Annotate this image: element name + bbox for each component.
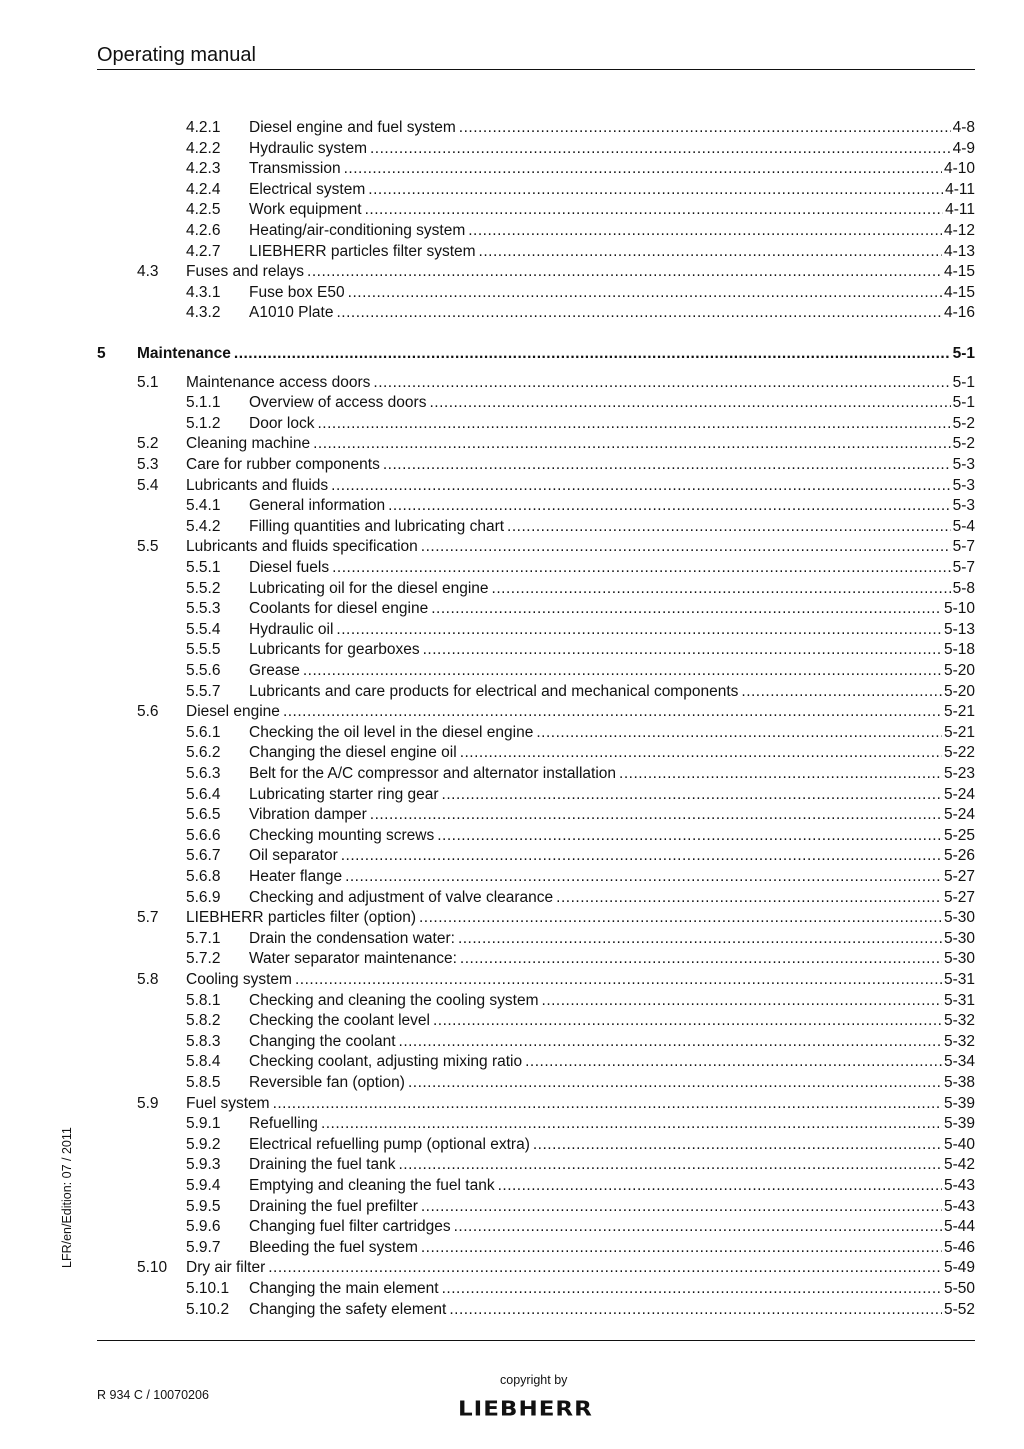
toc-row[interactable] [186, 743, 975, 763]
toc-title: Care for rubber components [186, 455, 380, 473]
toc-title: Fuel system [186, 1094, 270, 1112]
toc-number: 5.5.4 [186, 620, 221, 638]
toc-title: Hydraulic system [249, 139, 367, 157]
toc-page-number: 4-16 [943, 304, 975, 322]
toc-row[interactable] [137, 1094, 975, 1114]
toc-number: 5.5.1 [186, 558, 221, 576]
toc-title: Checking the oil level in the diesel engine [249, 723, 534, 741]
toc-number: 4.2.3 [186, 160, 221, 178]
toc-row[interactable] [186, 558, 975, 578]
toc-number: 5.9.4 [186, 1176, 221, 1194]
toc-page-number: 5-1 [952, 394, 975, 412]
toc-leader-dots [295, 970, 942, 990]
toc-title: A1010 Plate [249, 304, 334, 322]
toc-page-number: 5-27 [943, 867, 975, 885]
toc-page-number: 5-24 [943, 785, 975, 803]
toc-leader-dots [419, 908, 942, 928]
toc-page-number: 5-7 [952, 538, 975, 556]
toc-title: Heater flange [249, 867, 343, 885]
toc-title: Cleaning machine [186, 435, 311, 453]
toc-page-number: 5-24 [943, 806, 975, 824]
toc-leader-dots [283, 702, 942, 722]
toc-leader-dots [368, 180, 943, 200]
toc-leader-dots [431, 599, 942, 619]
toc-page-number: 5-40 [943, 1135, 975, 1153]
toc-title: Emptying and cleaning the fuel tank [249, 1176, 495, 1194]
toc-title: Changing the safety element [249, 1300, 447, 1318]
toc-leader-dots [383, 455, 951, 475]
toc-row[interactable] [186, 764, 975, 784]
toc-leader-dots [303, 661, 942, 681]
toc-page-number: 5-2 [952, 414, 975, 432]
toc-row[interactable] [137, 970, 975, 990]
toc-title: Filling quantities and lubricating chart [249, 517, 505, 535]
toc-number: 5.4 [137, 476, 159, 494]
toc-row[interactable] [186, 888, 975, 908]
toc-row[interactable] [186, 723, 975, 743]
edition-side-text: LFR/en/Edition: 07 / 2011 [60, 1127, 74, 1268]
toc-page-number: 5-13 [943, 620, 975, 638]
toc-row[interactable] [186, 1052, 975, 1072]
toc-page-number: 5-18 [943, 641, 975, 659]
toc-row[interactable] [186, 1279, 975, 1299]
toc-row[interactable] [186, 1135, 975, 1155]
toc-page-number: 5-3 [952, 476, 975, 494]
toc-leader-dots [498, 1176, 942, 1196]
toc-chapter-row[interactable] [97, 344, 975, 364]
toc-row[interactable] [186, 159, 975, 179]
toc-row[interactable] [186, 682, 975, 702]
toc-number: 5.6.1 [186, 723, 221, 741]
toc-row[interactable] [186, 949, 975, 969]
toc-number: 5.6.2 [186, 744, 221, 762]
toc-row[interactable] [186, 393, 975, 413]
toc-number: 5.5.2 [186, 579, 221, 597]
toc-leader-dots [345, 867, 942, 887]
toc-leader-dots [421, 537, 951, 557]
toc-number: 4.3.1 [186, 283, 221, 301]
toc-leader-dots [398, 1155, 941, 1175]
liebherr-logo: LIEBHERR [458, 1397, 593, 1421]
toc-row[interactable] [186, 785, 975, 805]
toc-page-number: 5-2 [952, 435, 975, 453]
toc-leader-dots [307, 262, 942, 282]
toc-title: Electrical refuelling pump (optional extra) [249, 1135, 530, 1153]
toc-leader-dots [365, 200, 944, 220]
toc-title: Lubricants for gearboxes [249, 641, 420, 659]
toc-title: Draining the fuel prefilter [249, 1197, 418, 1215]
toc-number: 5.6.4 [186, 785, 221, 803]
toc-leader-dots [460, 949, 942, 969]
toc-leader-dots [399, 1032, 942, 1052]
toc-title: Heating/air-conditioning system [249, 222, 466, 239]
toc-number: 4.2.7 [186, 242, 221, 260]
toc-number: 5.6.9 [186, 888, 221, 906]
toc-row[interactable] [186, 221, 975, 241]
toc-title: Diesel fuels [249, 558, 330, 576]
toc-number: 5.10 [137, 1259, 168, 1277]
toc-page-number: 4-12 [943, 222, 975, 239]
toc-title: Vibration damper [249, 806, 367, 824]
toc-title: Checking the coolant level [249, 1012, 430, 1030]
toc-page-number: 5-1 [952, 373, 975, 391]
toc-number: 5.3 [137, 455, 159, 473]
toc-page-number: 4-15 [943, 263, 975, 281]
toc-title: LIEBHERR particles filter (option) [186, 909, 416, 927]
toc-number: 5.6.3 [186, 764, 221, 782]
toc-page-number: 5-52 [943, 1300, 975, 1318]
toc-row[interactable] [186, 661, 975, 681]
toc-number: 5.9.3 [186, 1156, 221, 1174]
toc-title: Draining the fuel tank [249, 1156, 396, 1174]
toc-number: 5.9.5 [186, 1197, 221, 1215]
toc-leader-dots [741, 682, 942, 702]
toc-leader-dots [468, 221, 942, 241]
toc-number: 5 [97, 345, 106, 362]
toc-page-number: 5-4 [952, 517, 975, 535]
toc-row[interactable] [186, 118, 975, 138]
toc-number: 5.9.2 [186, 1135, 221, 1153]
toc-row[interactable] [137, 702, 975, 722]
toc-row[interactable] [186, 1300, 975, 1320]
toc-number: 4.2.1 [186, 119, 221, 136]
toc-page-number: 5-21 [943, 703, 975, 721]
toc-leader-dots [344, 159, 942, 179]
toc-number: 5.6 [137, 703, 159, 721]
toc-number: 5.9.7 [186, 1238, 221, 1256]
toc-title: Dry air filter [186, 1259, 266, 1277]
toc-number: 5.1.1 [186, 394, 221, 412]
toc-title: Lubricants and care products for electrical and mechanical components [249, 682, 739, 700]
toc-page-number: 5-32 [943, 1012, 975, 1030]
toc-title: Overview of access doors [249, 394, 427, 412]
toc-title: Maintenance access doors [186, 373, 371, 391]
toc-page-number: 5-30 [943, 929, 975, 947]
toc-number: 5.5.3 [186, 600, 221, 618]
toc-page-number: 5-25 [943, 826, 975, 844]
toc-row[interactable] [186, 1011, 975, 1031]
toc-number: 5.6.5 [186, 806, 221, 824]
toc-page-number: 5-3 [952, 497, 975, 515]
toc-number: 5.1 [137, 373, 159, 391]
toc-title: General information [249, 497, 386, 515]
toc-title: Lubricants and fluids specification [186, 538, 418, 556]
toc-row[interactable] [186, 1155, 975, 1175]
toc-title: Work equipment [249, 201, 362, 219]
toc-page-number: 5-20 [943, 682, 975, 700]
copyright-text: copyright by [500, 1373, 568, 1387]
toc-row[interactable] [186, 1197, 975, 1217]
toc-row[interactable] [186, 139, 975, 159]
toc-leader-dots [454, 1217, 942, 1237]
toc-title: Transmission [249, 160, 341, 178]
toc-number: 5.7 [137, 909, 159, 927]
toc-number: 5.8.3 [186, 1032, 221, 1050]
toc-leader-dots [619, 764, 942, 784]
toc-leader-dots [429, 393, 950, 413]
toc-row[interactable] [186, 1176, 975, 1196]
toc-leader-dots [321, 1114, 942, 1134]
toc-leader-dots [421, 1197, 942, 1217]
toc-leader-dots [460, 743, 942, 763]
toc-title: Checking and adjustment of valve clearance [249, 888, 554, 906]
toc-number: 5.8.1 [186, 991, 221, 1009]
toc-title: Diesel engine [186, 703, 280, 721]
toc-row[interactable] [137, 1258, 975, 1278]
toc-title: Checking and cleaning the cooling system [249, 991, 539, 1009]
toc-number: 5.5.5 [186, 641, 221, 659]
toc-title: Lubricating starter ring gear [249, 785, 439, 803]
toc-page-number: 5-42 [943, 1156, 975, 1174]
toc-row[interactable] [186, 414, 975, 434]
toc-row[interactable] [186, 303, 975, 323]
toc-page-number: 5-26 [943, 847, 975, 865]
toc-page-number: 4-9 [952, 139, 975, 157]
toc-leader-dots [479, 242, 942, 262]
toc-leader-dots [408, 1073, 942, 1093]
toc-leader-dots [442, 785, 942, 805]
toc-number: 5.4.1 [186, 497, 221, 515]
toc-row[interactable] [186, 805, 975, 825]
toc-page-number: 5-43 [943, 1176, 975, 1194]
document-id: R 934 C / 10070206 [97, 1388, 209, 1402]
toc-title: LIEBHERR particles filter system [249, 242, 476, 260]
toc-number: 5.8.5 [186, 1073, 221, 1091]
toc-leader-dots [370, 805, 942, 825]
toc-title: Maintenance [137, 345, 231, 362]
toc-title: Oil separator [249, 847, 338, 865]
toc-leader-dots [332, 558, 950, 578]
toc-number: 5.8.4 [186, 1053, 221, 1071]
toc-leader-dots [268, 1258, 942, 1278]
toc-row[interactable] [186, 496, 975, 516]
toc-number: 4.3 [137, 263, 159, 281]
toc-number: 5.5.7 [186, 682, 221, 700]
toc-page-number: 5-32 [943, 1032, 975, 1050]
toc-row[interactable] [186, 1217, 975, 1237]
toc-leader-dots [556, 888, 942, 908]
toc-row[interactable] [137, 908, 975, 928]
toc-number: 4.2.6 [186, 222, 221, 239]
toc-row[interactable] [186, 283, 975, 303]
toc-number: 5.9 [137, 1094, 159, 1112]
toc-page-number: 5-49 [943, 1259, 975, 1277]
toc-leader-dots [234, 344, 951, 364]
toc-page-number: 5-1 [952, 345, 975, 362]
toc-row[interactable] [137, 476, 975, 496]
toc-leader-dots [442, 1279, 942, 1299]
toc-row[interactable] [137, 537, 975, 557]
toc-title: Electrical system [249, 180, 366, 198]
toc-number: 5.8 [137, 970, 159, 988]
toc-number: 4.2.5 [186, 201, 221, 219]
toc-title: Changing fuel filter cartridges [249, 1218, 451, 1236]
toc-leader-dots [459, 118, 951, 138]
toc-title: Bleeding the fuel system [249, 1238, 418, 1256]
toc-leader-dots [388, 496, 950, 516]
toc-row[interactable] [186, 579, 975, 599]
toc-title: Changing the main element [249, 1279, 439, 1297]
toc-page-number: 5-43 [943, 1197, 975, 1215]
toc-title: Drain the condensation water: [249, 929, 455, 947]
toc-page-number: 4-13 [943, 242, 975, 260]
toc-number: 5.6.8 [186, 867, 221, 885]
toc-row[interactable] [137, 262, 975, 282]
toc-number: 5.8.2 [186, 1012, 221, 1030]
toc-page-number: 5-34 [943, 1053, 975, 1071]
toc-leader-dots [492, 579, 951, 599]
toc-row[interactable] [186, 929, 975, 949]
toc-leader-dots [336, 303, 942, 323]
toc-leader-dots [273, 1094, 942, 1114]
toc-number: 5.7.2 [186, 950, 221, 968]
toc-leader-dots [370, 139, 951, 159]
toc-row[interactable] [137, 373, 975, 393]
toc-title: Hydraulic oil [249, 620, 334, 638]
toc-row[interactable] [186, 599, 975, 619]
toc-number: 5.5 [137, 538, 159, 556]
toc-page-number: 4-11 [945, 201, 975, 219]
toc-leader-dots [449, 1300, 942, 1320]
toc-title: Belt for the A/C compressor and alternator installation [249, 764, 617, 782]
toc-number: 5.10.2 [186, 1300, 230, 1318]
toc-title: Reversible fan (option) [249, 1073, 405, 1091]
toc-title: Checking mounting screws [249, 826, 435, 844]
toc-row[interactable] [186, 846, 975, 866]
toc-title: Lubricants and fluids [186, 476, 329, 494]
toc-row[interactable] [186, 640, 975, 660]
toc-row[interactable] [186, 867, 975, 887]
toc-title: Grease [249, 661, 300, 679]
toc-page-number: 5-38 [943, 1073, 975, 1091]
toc-number: 5.7.1 [186, 929, 221, 947]
toc-page-number: 5-31 [943, 970, 975, 988]
toc-title: Lubricating oil for the diesel engine [249, 579, 489, 597]
toc-row[interactable] [186, 1032, 975, 1052]
toc-leader-dots [313, 434, 951, 454]
toc-leader-dots [525, 1052, 942, 1072]
toc-number: 5.9.1 [186, 1115, 221, 1133]
toc-page-number: 5-3 [952, 455, 975, 473]
toc-page-number: 5-39 [943, 1094, 975, 1112]
page-header-title: Operating manual [97, 44, 256, 66]
toc-title: Door lock [249, 414, 315, 432]
toc-number: 5.6.7 [186, 847, 221, 865]
toc-leader-dots [373, 373, 950, 393]
toc-leader-dots [533, 1135, 942, 1155]
toc-row[interactable] [186, 1114, 975, 1134]
toc-leader-dots [536, 723, 942, 743]
toc-title: Water separator maintenance: [249, 950, 457, 968]
toc-page-number: 5-30 [943, 909, 975, 927]
toc-page-number: 5-44 [943, 1218, 975, 1236]
toc-row[interactable] [186, 200, 975, 220]
toc-number: 5.1.2 [186, 414, 221, 432]
toc-title: Changing the coolant [249, 1032, 396, 1050]
toc-title: Fuse box E50 [249, 283, 345, 301]
toc-title: Fuses and relays [186, 263, 305, 281]
toc-leader-dots [341, 846, 942, 866]
toc-title: Refuelling [249, 1115, 318, 1133]
toc-page-number: 5-30 [943, 950, 975, 968]
toc-leader-dots [423, 640, 942, 660]
toc-row[interactable] [186, 620, 975, 640]
toc-page-number: 5-31 [943, 991, 975, 1009]
toc-title: Diesel engine and fuel system [249, 119, 456, 136]
toc-leader-dots [437, 826, 942, 846]
toc-page-number: 5-20 [943, 661, 975, 679]
toc-leader-dots [336, 620, 942, 640]
toc-number: 5.9.6 [186, 1218, 221, 1236]
toc-title: Cooling system [186, 970, 292, 988]
toc-leader-dots [421, 1238, 942, 1258]
footer-divider [97, 1340, 975, 1341]
toc-title: Coolants for diesel engine [249, 600, 429, 618]
toc-page-number: 5-39 [943, 1115, 975, 1133]
header-divider [97, 69, 975, 70]
toc-page-number: 5-50 [943, 1279, 975, 1297]
toc-row[interactable] [186, 826, 975, 846]
toc-title: Changing the diesel engine oil [249, 744, 457, 762]
toc-leader-dots [507, 517, 951, 537]
toc-page-number: 4-11 [945, 180, 975, 198]
toc-row[interactable] [137, 434, 975, 454]
toc-leader-dots [348, 283, 942, 303]
toc-page-number: 4-15 [943, 283, 975, 301]
toc-row[interactable] [137, 455, 975, 475]
toc-number: 4.2.4 [186, 180, 221, 198]
toc-leader-dots [317, 414, 950, 434]
toc-row[interactable] [186, 1238, 975, 1258]
toc-page-number: 4-8 [952, 119, 975, 136]
toc-page-number: 5-23 [943, 764, 975, 782]
toc-row[interactable] [186, 991, 975, 1011]
toc-number: 5.10.1 [186, 1279, 230, 1297]
toc-leader-dots [458, 929, 942, 949]
toc-page-number: 5-22 [943, 744, 975, 762]
toc-number: 5.6.6 [186, 826, 221, 844]
toc-leader-dots [433, 1011, 942, 1031]
toc-number: 5.5.6 [186, 661, 221, 679]
toc-page-number: 5-10 [943, 600, 975, 618]
toc-number: 4.2.2 [186, 139, 221, 157]
toc-title: Checking coolant, adjusting mixing ratio [249, 1053, 523, 1071]
toc-page-number: 4-10 [943, 160, 975, 178]
toc-leader-dots [331, 476, 950, 496]
toc-number: 5.2 [137, 435, 159, 453]
toc-row[interactable] [186, 1073, 975, 1093]
toc-page-number: 5-8 [952, 579, 975, 597]
toc-number: 4.3.2 [186, 304, 221, 322]
toc-page-number: 5-7 [952, 558, 975, 576]
toc-number: 5.4.2 [186, 517, 221, 535]
toc-leader-dots [542, 991, 942, 1011]
toc-page-number: 5-46 [943, 1238, 975, 1256]
toc-row[interactable] [186, 180, 975, 200]
toc-row[interactable] [186, 242, 975, 262]
toc-page-number: 5-27 [943, 888, 975, 906]
toc-page-number: 5-21 [943, 723, 975, 741]
toc-row[interactable] [186, 517, 975, 537]
